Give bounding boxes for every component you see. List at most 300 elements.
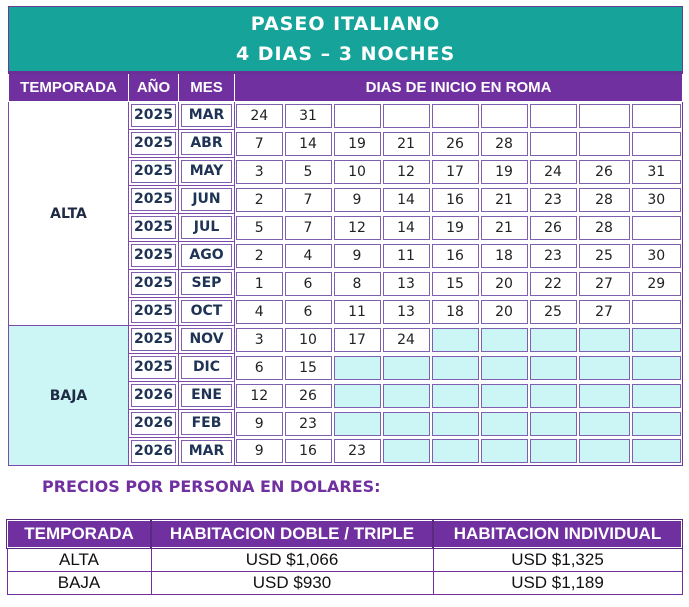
schedule-row — [9, 326, 683, 354]
date-cell — [480, 438, 529, 466]
month-value: JUL — [181, 216, 232, 239]
date-value: 29 — [632, 272, 682, 296]
date-cell — [631, 102, 683, 130]
date-cell — [235, 186, 284, 214]
date-value: 5 — [236, 216, 283, 240]
date-cell — [284, 438, 333, 466]
month-cell — [179, 326, 235, 354]
date-cell — [284, 410, 333, 438]
price-header-season: TEMPORADA — [7, 520, 151, 548]
date-cell — [431, 214, 480, 242]
date-value: 30 — [632, 188, 682, 212]
date-value — [632, 216, 682, 240]
price-double: USD $930 — [151, 572, 433, 595]
date-value — [579, 384, 630, 408]
date-value: 27 — [579, 300, 630, 324]
date-value: 8 — [334, 272, 381, 296]
date-value: 6 — [236, 356, 283, 380]
date-value: 2 — [236, 244, 283, 268]
date-value: 6 — [285, 300, 332, 324]
date-cell — [480, 130, 529, 158]
year-cell — [129, 130, 179, 158]
date-value — [481, 439, 528, 463]
date-cell — [631, 214, 683, 242]
date-value — [481, 412, 528, 436]
date-value: 22 — [530, 272, 577, 296]
year-value: 2025 — [131, 356, 176, 379]
schedule-body — [9, 102, 683, 466]
date-cell — [578, 326, 631, 354]
month-value: SEP — [181, 272, 232, 295]
date-cell — [431, 326, 480, 354]
month-cell — [179, 438, 235, 466]
date-cell — [578, 298, 631, 326]
date-cell — [333, 298, 382, 326]
date-cell — [529, 354, 578, 382]
date-cell — [235, 326, 284, 354]
date-cell — [529, 214, 578, 242]
date-cell — [382, 326, 431, 354]
date-value: 16 — [285, 439, 332, 463]
price-season: ALTA — [7, 548, 151, 572]
year-value: 2026 — [131, 384, 176, 407]
date-value: 6 — [285, 272, 332, 296]
date-value: 17 — [334, 328, 381, 352]
header-dates: DIAS DE INICIO EN ROMA — [235, 73, 683, 102]
date-cell — [431, 242, 480, 270]
date-value — [530, 132, 577, 156]
date-value — [432, 439, 479, 463]
date-value — [530, 412, 577, 436]
date-cell — [529, 410, 578, 438]
date-value — [334, 384, 381, 408]
month-cell — [179, 382, 235, 410]
date-cell — [333, 438, 382, 466]
date-value: 11 — [334, 300, 381, 324]
date-value — [530, 328, 577, 352]
date-value: 20 — [481, 300, 528, 324]
year-cell — [129, 102, 179, 130]
year-cell — [129, 326, 179, 354]
date-value — [432, 356, 479, 380]
year-value: 2025 — [131, 132, 176, 155]
date-cell — [382, 354, 431, 382]
date-value: 23 — [285, 412, 332, 436]
date-cell — [431, 158, 480, 186]
date-value — [334, 104, 381, 128]
date-value — [530, 384, 577, 408]
date-value: 4 — [236, 300, 283, 324]
month-cell — [179, 186, 235, 214]
date-value — [632, 439, 682, 463]
date-cell — [284, 382, 333, 410]
date-value — [432, 412, 479, 436]
date-value — [481, 328, 528, 352]
year-cell — [129, 158, 179, 186]
date-value — [530, 356, 577, 380]
month-value: FEB — [181, 412, 232, 435]
date-cell — [235, 298, 284, 326]
date-cell — [333, 158, 382, 186]
date-value: 21 — [481, 188, 528, 212]
date-value: 9 — [236, 412, 283, 436]
date-value — [383, 104, 430, 128]
year-cell — [129, 354, 179, 382]
date-cell — [431, 410, 480, 438]
date-cell — [284, 158, 333, 186]
date-cell — [578, 102, 631, 130]
date-value: 14 — [383, 188, 430, 212]
date-cell — [235, 130, 284, 158]
date-cell — [284, 130, 333, 158]
date-cell — [333, 270, 382, 298]
month-value: DIC — [181, 356, 232, 379]
season-label-alta: ALTA — [9, 102, 129, 326]
date-cell — [431, 298, 480, 326]
date-value: 24 — [383, 328, 430, 352]
date-cell — [480, 326, 529, 354]
date-value: 15 — [432, 272, 479, 296]
date-cell — [631, 270, 683, 298]
date-value: 31 — [285, 104, 332, 128]
date-cell — [631, 326, 683, 354]
date-value — [632, 328, 682, 352]
date-value — [632, 300, 682, 324]
date-cell — [529, 270, 578, 298]
price-header-single: HABITACION INDIVIDUAL — [433, 520, 682, 548]
date-value — [579, 132, 630, 156]
date-cell — [529, 130, 578, 158]
date-value — [334, 356, 381, 380]
date-value: 27 — [579, 272, 630, 296]
date-value — [481, 384, 528, 408]
title-line-1: PASEO ITALIANO — [250, 13, 441, 35]
date-value: 7 — [285, 216, 332, 240]
date-value: 15 — [285, 356, 332, 380]
date-value: 13 — [383, 300, 430, 324]
date-cell — [480, 102, 529, 130]
date-value: 31 — [632, 160, 682, 184]
date-cell — [382, 186, 431, 214]
month-cell — [179, 410, 235, 438]
month-cell — [179, 242, 235, 270]
date-cell — [529, 382, 578, 410]
date-cell — [431, 270, 480, 298]
date-cell — [480, 270, 529, 298]
date-cell — [333, 130, 382, 158]
year-value: 2025 — [131, 272, 176, 295]
date-cell — [382, 298, 431, 326]
date-cell — [631, 298, 683, 326]
date-cell — [480, 158, 529, 186]
date-cell — [235, 410, 284, 438]
year-cell — [129, 186, 179, 214]
date-cell — [284, 214, 333, 242]
date-cell — [382, 382, 431, 410]
prices-table — [6, 519, 683, 595]
date-value: 10 — [334, 160, 381, 184]
date-value: 25 — [530, 300, 577, 324]
date-value: 12 — [383, 160, 430, 184]
month-value: JUN — [181, 188, 232, 211]
date-value: 23 — [530, 244, 577, 268]
date-cell — [284, 186, 333, 214]
header-season: TEMPORADA — [9, 73, 129, 102]
date-cell — [529, 158, 578, 186]
date-value: 16 — [432, 244, 479, 268]
date-cell — [235, 102, 284, 130]
title-line-2: 4 DIAS – 3 NOCHES — [235, 43, 456, 65]
date-cell — [333, 382, 382, 410]
schedule-row — [9, 102, 683, 130]
date-cell — [235, 438, 284, 466]
date-cell — [235, 382, 284, 410]
date-value: 12 — [236, 384, 283, 408]
date-value: 14 — [285, 132, 332, 156]
date-value: 17 — [432, 160, 479, 184]
date-value — [481, 104, 528, 128]
month-value: ENE — [181, 384, 232, 407]
date-value: 7 — [285, 188, 332, 212]
year-value: 2025 — [131, 300, 176, 323]
month-value: ABR — [181, 132, 232, 155]
year-cell — [129, 410, 179, 438]
date-value: 3 — [236, 328, 283, 352]
date-value: 26 — [579, 160, 630, 184]
date-value — [632, 356, 682, 380]
date-cell — [382, 242, 431, 270]
date-cell — [578, 354, 631, 382]
year-cell — [129, 382, 179, 410]
date-cell — [431, 102, 480, 130]
month-cell — [179, 130, 235, 158]
month-cell — [179, 298, 235, 326]
date-value: 18 — [481, 244, 528, 268]
date-cell — [382, 214, 431, 242]
date-cell — [578, 214, 631, 242]
date-value: 24 — [236, 104, 283, 128]
date-cell — [235, 158, 284, 186]
date-cell — [382, 130, 431, 158]
date-cell — [284, 354, 333, 382]
date-cell — [578, 270, 631, 298]
departure-schedule-table — [8, 6, 683, 466]
header-year: AÑO — [129, 73, 179, 102]
date-cell — [480, 214, 529, 242]
date-value: 7 — [236, 132, 283, 156]
year-cell — [129, 242, 179, 270]
date-value — [579, 412, 630, 436]
date-cell — [333, 102, 382, 130]
date-value: 14 — [383, 216, 430, 240]
date-cell — [631, 242, 683, 270]
date-cell — [578, 158, 631, 186]
year-value: 2026 — [131, 440, 176, 463]
price-single: USD $1,325 — [433, 548, 682, 572]
date-value: 21 — [481, 216, 528, 240]
month-value: MAY — [181, 160, 232, 183]
date-cell — [235, 354, 284, 382]
date-value: 28 — [579, 188, 630, 212]
month-value: NOV — [181, 328, 232, 351]
prices-title: PRECIOS POR PERSONA EN DOLARES: — [42, 477, 381, 496]
date-cell — [631, 186, 683, 214]
date-cell — [631, 438, 683, 466]
date-value: 4 — [285, 244, 332, 268]
date-value: 13 — [383, 272, 430, 296]
date-cell — [431, 186, 480, 214]
date-cell — [529, 186, 578, 214]
date-value: 19 — [432, 216, 479, 240]
date-value: 12 — [334, 216, 381, 240]
date-cell — [578, 438, 631, 466]
date-cell — [480, 410, 529, 438]
date-cell — [333, 326, 382, 354]
date-cell — [382, 438, 431, 466]
date-cell — [333, 214, 382, 242]
month-cell — [179, 158, 235, 186]
date-cell — [529, 298, 578, 326]
price-header-double: HABITACION DOBLE / TRIPLE — [151, 520, 433, 548]
date-value — [530, 439, 577, 463]
date-value: 9 — [334, 244, 381, 268]
date-cell — [578, 242, 631, 270]
year-value: 2025 — [131, 188, 176, 211]
date-cell — [235, 214, 284, 242]
date-value: 19 — [334, 132, 381, 156]
date-cell — [529, 242, 578, 270]
month-value: OCT — [181, 300, 232, 323]
price-row — [7, 572, 682, 595]
date-value — [432, 328, 479, 352]
date-value: 28 — [579, 216, 630, 240]
date-value: 9 — [334, 188, 381, 212]
price-single: USD $1,189 — [433, 572, 682, 595]
date-cell — [480, 242, 529, 270]
year-cell — [129, 438, 179, 466]
date-cell — [333, 410, 382, 438]
year-cell — [129, 298, 179, 326]
date-value: 21 — [383, 132, 430, 156]
page-title — [9, 7, 683, 73]
date-cell — [431, 354, 480, 382]
year-value: 2025 — [131, 244, 176, 267]
date-cell — [529, 326, 578, 354]
date-value — [334, 412, 381, 436]
date-cell — [529, 102, 578, 130]
price-season: BAJA — [7, 572, 151, 595]
price-row — [7, 548, 682, 572]
date-value — [432, 384, 479, 408]
date-cell — [382, 102, 431, 130]
year-value: 2025 — [131, 328, 176, 351]
year-cell — [129, 270, 179, 298]
date-value — [530, 104, 577, 128]
date-value — [383, 412, 430, 436]
date-cell — [631, 382, 683, 410]
month-value: AGO — [181, 244, 232, 267]
date-value: 2 — [236, 188, 283, 212]
date-value: 30 — [632, 244, 682, 268]
date-value — [579, 439, 630, 463]
date-cell — [431, 382, 480, 410]
month-cell — [179, 270, 235, 298]
date-value — [632, 132, 682, 156]
date-cell — [578, 186, 631, 214]
date-value — [579, 328, 630, 352]
date-value — [383, 384, 430, 408]
date-value: 3 — [236, 160, 283, 184]
year-value: 2025 — [131, 104, 176, 127]
date-cell — [578, 130, 631, 158]
season-label-baja: BAJA — [9, 326, 129, 466]
date-cell — [631, 130, 683, 158]
date-value: 26 — [530, 216, 577, 240]
year-value: 2026 — [131, 412, 176, 435]
date-cell — [284, 270, 333, 298]
date-cell — [284, 242, 333, 270]
date-cell — [431, 130, 480, 158]
date-cell — [235, 242, 284, 270]
month-value: MAR — [181, 104, 232, 127]
date-value: 19 — [481, 160, 528, 184]
date-cell — [529, 438, 578, 466]
date-value: 23 — [334, 439, 381, 463]
date-value: 26 — [285, 384, 332, 408]
date-cell — [235, 270, 284, 298]
date-value: 26 — [432, 132, 479, 156]
month-cell — [179, 214, 235, 242]
date-value: 11 — [383, 244, 430, 268]
date-value: 9 — [236, 439, 283, 463]
year-value: 2025 — [131, 216, 176, 239]
date-cell — [578, 410, 631, 438]
date-cell — [382, 410, 431, 438]
month-cell — [179, 102, 235, 130]
date-value — [383, 356, 430, 380]
date-value: 23 — [530, 188, 577, 212]
date-value: 20 — [481, 272, 528, 296]
date-value: 25 — [579, 244, 630, 268]
date-cell — [631, 410, 683, 438]
date-value — [579, 104, 630, 128]
date-cell — [480, 186, 529, 214]
date-cell — [631, 354, 683, 382]
date-cell — [284, 102, 333, 130]
date-cell — [480, 382, 529, 410]
year-value: 2025 — [131, 160, 176, 183]
date-cell — [480, 298, 529, 326]
date-value: 1 — [236, 272, 283, 296]
date-cell — [333, 186, 382, 214]
date-value: 28 — [481, 132, 528, 156]
month-value: MAR — [181, 440, 232, 463]
date-cell — [480, 354, 529, 382]
date-value — [632, 104, 682, 128]
date-cell — [578, 382, 631, 410]
date-value — [481, 356, 528, 380]
date-cell — [382, 270, 431, 298]
year-cell — [129, 214, 179, 242]
date-value — [383, 439, 430, 463]
date-cell — [333, 242, 382, 270]
date-value: 10 — [285, 328, 332, 352]
header-month: MES — [179, 73, 235, 102]
date-value — [432, 104, 479, 128]
date-cell — [382, 158, 431, 186]
date-cell — [284, 298, 333, 326]
date-cell — [431, 438, 480, 466]
